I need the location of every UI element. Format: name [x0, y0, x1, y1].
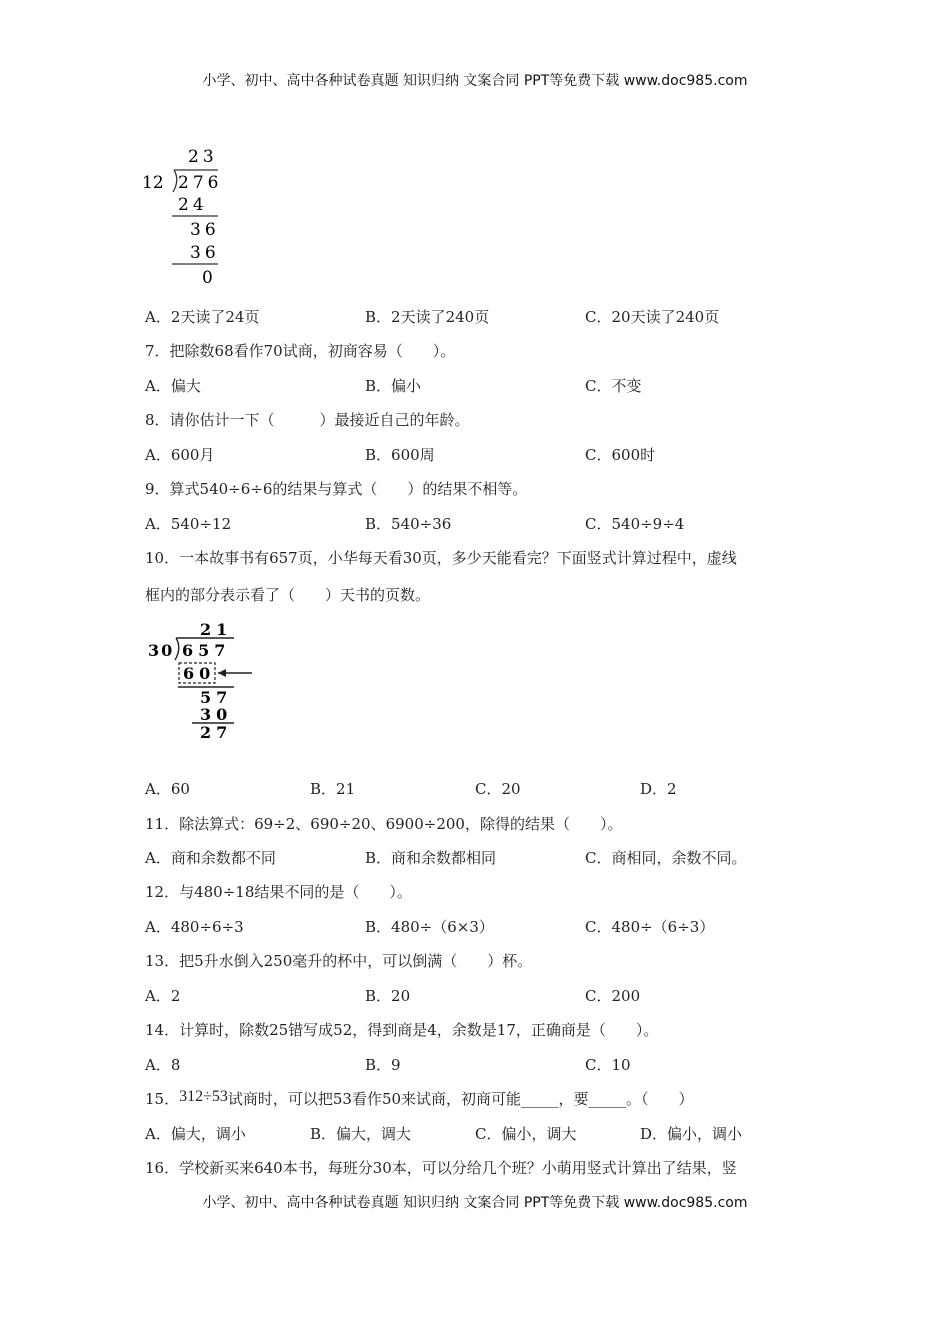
page-header: 小学、初中、高中各种试卷真题 知识归纳 文案合同 PPT等免费下载 www.doc985.com: [202, 73, 748, 89]
quotient: 23: [188, 147, 218, 167]
q9-option-b[interactable]: B．540÷36: [365, 515, 452, 533]
step-3: 30: [200, 705, 233, 724]
q15-number: 15．: [145, 1090, 180, 1108]
q14-option-c[interactable]: C．10: [585, 1056, 631, 1074]
q15-option-b[interactable]: B．偏大，调大: [310, 1125, 412, 1143]
divisor: 12: [142, 173, 164, 193]
q15-option-c[interactable]: C．偏小，调大: [475, 1125, 577, 1143]
step-2: 57: [200, 688, 233, 707]
q11-option-a[interactable]: A．商和余数都不同: [145, 849, 276, 867]
q7-option-c[interactable]: C．不变: [585, 377, 642, 395]
q15-expression: 312÷53: [179, 1088, 228, 1105]
q6-option-a[interactable]: A．2天读了24页: [145, 308, 260, 326]
q14-option-b[interactable]: B．9: [365, 1056, 401, 1074]
q11-text: 11．除法算式：69÷2、690÷20、6900÷200，除得的结果（ ）。: [145, 815, 623, 833]
remainder: 27: [200, 723, 233, 742]
step-2: 36: [190, 220, 220, 240]
q10-text-line2: 框内的部分表示看了（ ）天书的页数。: [145, 586, 431, 604]
q12-option-c[interactable]: C．480÷（6÷3）: [585, 918, 715, 936]
arrow-head-icon: [218, 669, 226, 677]
q9-option-c[interactable]: C．540÷9÷4: [585, 515, 685, 533]
long-division-figure-2: [142, 618, 262, 748]
step-3: 36: [190, 243, 220, 263]
q10-option-b[interactable]: B．21: [310, 780, 356, 798]
q10-option-a[interactable]: A．60: [145, 780, 190, 798]
step-1: 24: [178, 195, 208, 215]
q7-text: 7．把除数68看作70试商，初商容易（ ）。: [145, 342, 456, 360]
q8-option-a[interactable]: A．600月: [145, 446, 215, 464]
q7-option-a[interactable]: A．偏大: [145, 377, 201, 395]
division-bracket: [175, 638, 179, 660]
divisor: 30: [148, 641, 175, 660]
q10-text-line1: 10．一本故事书有657页，小华每天看30页，多少天能看完？下面竖式计算过程中，虚线: [145, 549, 737, 567]
q15-line: [145, 1088, 694, 1109]
long-division-figure-1: [140, 140, 230, 290]
q15-option-a[interactable]: A．偏大，调小: [145, 1125, 246, 1143]
q13-option-b[interactable]: B．20: [365, 987, 411, 1005]
q10-option-d[interactable]: D．2: [640, 780, 677, 798]
q8-text: 8．请你估计一下（ ）最接近自己的年龄。: [145, 411, 470, 429]
q15-option-d[interactable]: D．偏小，调小: [640, 1125, 743, 1143]
q10-option-c[interactable]: C．20: [475, 780, 521, 798]
q13-text: 13．把5升水倒入250毫升的杯中，可以倒满（ ）杯。: [145, 952, 533, 970]
step-1: 60: [183, 664, 216, 683]
remainder: 0: [202, 268, 213, 288]
q7-option-b[interactable]: B．偏小: [365, 377, 422, 395]
q8-option-b[interactable]: B．600周: [365, 446, 435, 464]
q6-option-b[interactable]: B．2天读了240页: [365, 308, 490, 326]
page-footer: 小学、初中、高中各种试卷真题 知识归纳 文案合同 PPT等免费下载 www.doc985.com: [202, 1195, 748, 1211]
q13-option-a[interactable]: A．2: [145, 987, 181, 1005]
q9-option-a[interactable]: A．540÷12: [145, 515, 232, 533]
dividend: 276: [178, 173, 223, 193]
q15-text: 试商时，可以把53看作50来试商，初商可能_____，要_____。（ ）: [227, 1090, 694, 1108]
q14-option-a[interactable]: A．8: [145, 1056, 181, 1074]
q12-option-b[interactable]: B．480÷（6×3）: [365, 918, 494, 936]
q14-text: 14．计算时，除数25错写成52，得到商是4，余数是17，正确商是（ ）。: [145, 1021, 659, 1039]
q9-text: 9．算式540÷6÷6的结果与算式（ ）的结果不相等。: [145, 480, 528, 498]
q13-option-c[interactable]: C．200: [585, 987, 641, 1005]
q16-text: 16．学校新买来640本书，每班分30本，可以分给几个班？小萌用竖式计算出了结果，竖: [145, 1159, 737, 1177]
q6-option-c[interactable]: C．20天读了240页: [585, 308, 720, 326]
q12-text: 12．与480÷18结果不同的是（ ）。: [145, 883, 412, 901]
dividend: 657: [182, 641, 231, 660]
q12-option-a[interactable]: A．480÷6÷3: [145, 918, 244, 936]
quotient: 21: [200, 620, 233, 639]
q11-option-b[interactable]: B．商和余数都相同: [365, 849, 497, 867]
q8-option-c[interactable]: C．600时: [585, 446, 656, 464]
q11-option-c[interactable]: C．商相同，余数不同。: [585, 849, 747, 867]
